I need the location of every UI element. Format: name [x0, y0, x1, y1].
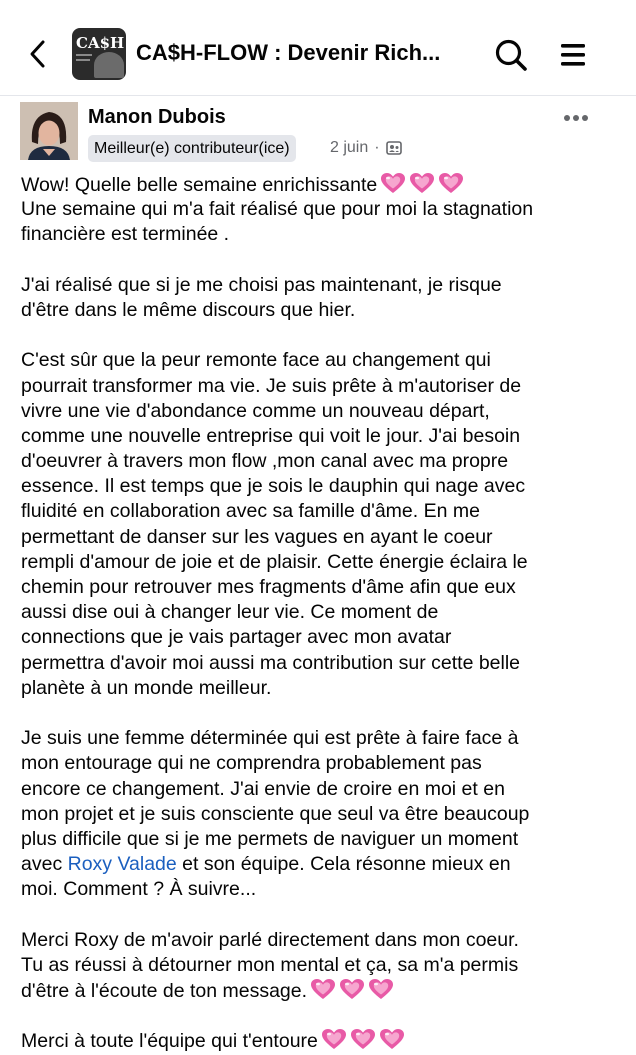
paragraph-gap: [21, 248, 619, 273]
post-text-line: [21, 852, 619, 877]
post-text-line: chemin pour retrouver mes fragments d'âme afin que eux: [21, 576, 516, 598]
post-text-line: permettra d'avoir moi aussi ma contribution sur cette belle: [21, 651, 521, 674]
post-text: et son équipe. Cela résonne mieux en: [176, 853, 511, 876]
more-options-button[interactable]: [560, 106, 592, 130]
heart-emoji-group: [307, 980, 394, 1002]
post-text-line: moi. Comment ? À suivre...: [21, 878, 257, 901]
post-text-line: [21, 1028, 619, 1053]
heart-emoji-icon: [409, 172, 435, 194]
heart-emoji-icon: [310, 978, 336, 1000]
paragraph-gap: [21, 1003, 619, 1028]
post-meta: [330, 139, 402, 157]
post-text-line: fluidité en collaboration avec sa famille d'âme. En me: [21, 500, 480, 523]
paragraph-gap: [21, 701, 619, 726]
paragraph-gap: [21, 902, 619, 927]
back-button[interactable]: [18, 34, 58, 74]
thumbnail-photo: [94, 52, 124, 78]
post-text-line: d'être dans le même discours que hier.: [21, 298, 356, 321]
heart-emoji-icon: [339, 978, 365, 1000]
post-text-line: [21, 172, 619, 197]
group-privacy-icon: [386, 140, 402, 156]
heart-emoji-icon: [379, 1028, 405, 1050]
group-thumbnail-label: CA$H|low: [76, 34, 159, 52]
post-text-line: Merci Roxy de m'avoir parlé directement dans mon coeur.: [21, 928, 519, 951]
heart-emoji-icon: [438, 172, 464, 194]
author-avatar[interactable]: [20, 102, 78, 160]
post-text-line: comme une nouvelle entreprise qui voit le jour. J'ai besoin: [21, 424, 521, 447]
heart-emoji-group: [318, 1030, 405, 1052]
post-text-line: rempli d'amour de joie et de plaisir. Cette énergie éclaira le: [21, 550, 528, 573]
post-text-line: essence. Il est temps que je sois le dauphin qui nage avec: [21, 475, 526, 498]
paragraph-gap: [21, 323, 619, 348]
post-text: Wow! Quelle belle semaine enrichissante: [21, 174, 378, 196]
group-title[interactable]: CA$H-FLOW : Devenir Rich...: [136, 40, 441, 65]
post-text-line: encore ce changement. J'ai envie de croire en moi et en: [21, 777, 505, 800]
hamburger-menu-icon: [560, 43, 586, 67]
post-text-line: pourrait transformer ma vie. Je suis prête à m'autoriser de: [21, 374, 522, 397]
post-text-line: Je suis une femme déterminée qui est prête à faire face à: [21, 727, 519, 750]
heart-emoji-group: [377, 174, 464, 196]
contributor-badge: Meilleur(e) contributeur(ice): [88, 135, 296, 162]
post-text-line: planète à un monde meilleur.: [21, 676, 272, 699]
post-text-line: Une semaine qui m'a fait réalisé que pour moi la stagnation: [21, 198, 534, 221]
post-text-line: connections que je vais partager avec mon avatar: [21, 626, 452, 649]
post-date[interactable]: 2 juin: [330, 139, 369, 156]
post-text-line: Tu as réussi à détourner mon mental et ça, sa m'a permis: [21, 953, 519, 976]
back-arrow-icon: [26, 39, 50, 69]
post-text-line: permettant de danser sur les vagues en ayant le coeur: [21, 525, 493, 548]
post-text-line: financière est terminée .: [21, 223, 230, 246]
search-icon: [494, 38, 528, 72]
mention-link[interactable]: Roxy Valade: [67, 853, 177, 876]
thumbnail-decoration: [76, 54, 92, 56]
thumbnail-decoration: [76, 59, 90, 61]
meta-separator: ·: [374, 139, 380, 156]
more-options-icon: [563, 114, 589, 122]
heart-emoji-icon: [368, 978, 394, 1000]
group-thumbnail[interactable]: [72, 28, 159, 80]
post-text-line: aussi dise oui à changer leur vie. Ce moment de: [21, 601, 439, 624]
post-text: Merci à toute l'équipe qui t'entoure: [21, 1030, 318, 1053]
post-text-line: vivre une vie d'abondance comme un nouveau départ,: [21, 399, 490, 422]
post-text-line: mon entourage qui ne comprendra probablement pas: [21, 752, 482, 775]
post-text: d'être à l'écoute de ton message.: [21, 980, 308, 1002]
post-text-line: C'est sûr que la peur remonte face au changement qui: [21, 349, 491, 372]
avatar-photo-icon: [20, 102, 78, 160]
search-button[interactable]: [490, 34, 532, 76]
post-text-line: J'ai réalisé que si je me choisi pas maintenant, je risque: [21, 273, 502, 296]
menu-button[interactable]: [552, 34, 594, 76]
heart-emoji-icon: [350, 1028, 376, 1050]
post-text: avec: [21, 853, 68, 876]
post-text-line: mon projet et je suis consciente que seul va être beaucoup: [21, 802, 530, 825]
post-text-line: d'oeuvrer à travers mon flow ,mon canal avec ma propre: [21, 450, 509, 473]
top-bar: [0, 0, 636, 96]
post-text-line: plus difficile que si je me permets de naviguer un moment: [21, 827, 519, 850]
post-text-line: [21, 978, 619, 1003]
heart-emoji-icon: [321, 1028, 347, 1050]
post-body: [21, 172, 619, 1053]
author-name[interactable]: Manon Dubois: [88, 106, 226, 128]
heart-emoji-icon: [380, 172, 406, 194]
